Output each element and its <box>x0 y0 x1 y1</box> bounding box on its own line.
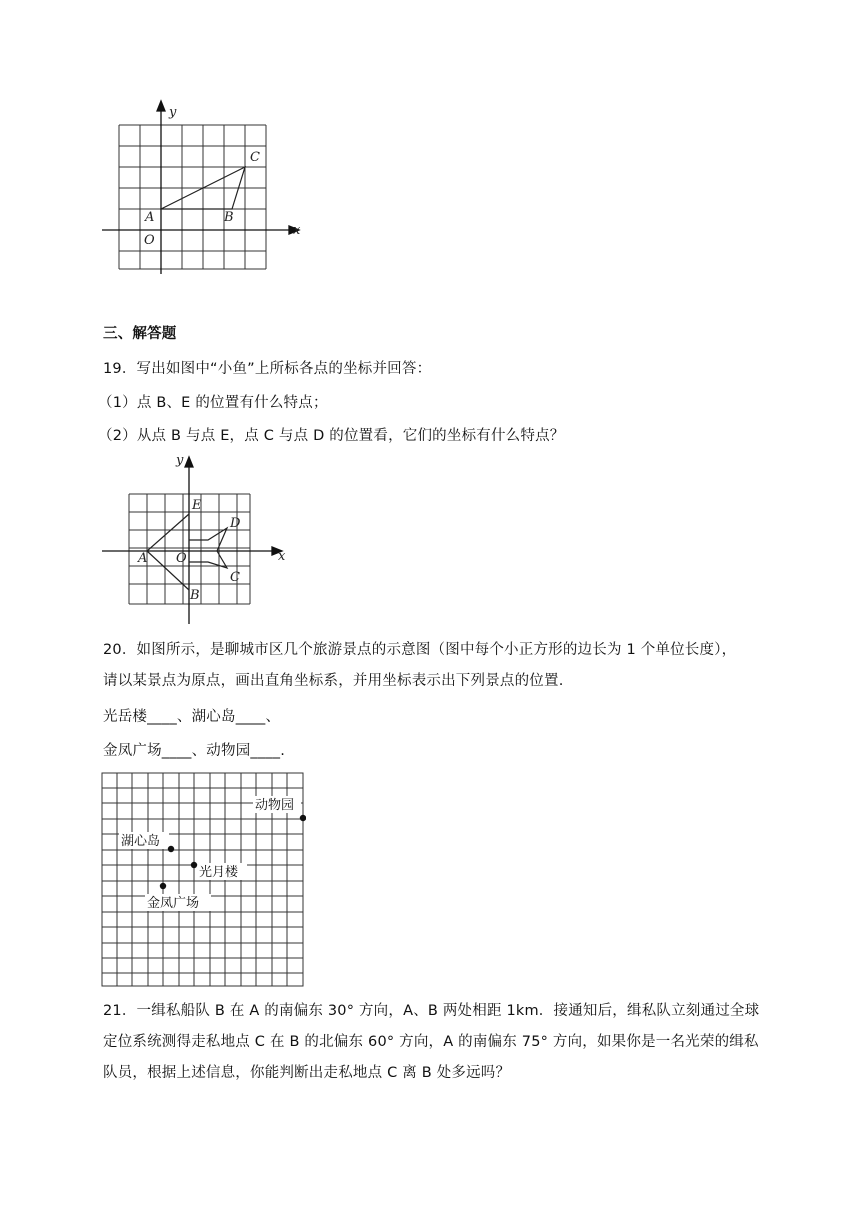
zoo-label: 动物园 <box>255 798 295 813</box>
y-axis-arrow <box>157 101 165 111</box>
map-grid-svg <box>100 771 306 989</box>
lake-island-point <box>168 846 174 852</box>
q20-answer-line1: 光岳楼____、湖心岛____、 <box>103 709 281 725</box>
square-point <box>160 883 166 889</box>
q19-part1: （1）点 B、E 的位置有什么特点； <box>98 395 328 411</box>
point-a-label: A <box>138 551 148 566</box>
q20-answer-line2: 金凤广场____、动物园____. <box>103 743 286 759</box>
figure-fish <box>100 452 300 630</box>
tower-point <box>191 862 197 868</box>
figure-scenic-map <box>100 771 306 989</box>
origin-label: O <box>176 551 187 566</box>
q19-part2: （2）从点 B 与点 E，点 C 与点 D 的位置看，它们的坐标有什么特点？ <box>98 428 565 444</box>
fish-grid-svg <box>100 452 300 630</box>
square-label: 金凤广场 <box>147 896 200 911</box>
x-axis-label: x <box>293 223 301 238</box>
point-e-label: E <box>192 498 202 513</box>
origin-label: O <box>144 233 155 248</box>
fish-shape <box>147 514 227 590</box>
figure-triangle-abc <box>100 98 310 280</box>
triangle-grid-svg <box>100 98 310 280</box>
zoo-point <box>300 815 306 821</box>
y-axis-arrow <box>185 457 193 467</box>
q21-text: 21．一缉私船队 B 在 A 的南偏东 30° 方向，A、B 两处相距 1km．接通知后，缉私队立刻通过全球定位系统测得走私地点 C 在 B 的北偏东 60° 方向，A 的南偏东 75° 方向，如果你是一名光荣的缉私队员，根据上述信息，你能判断出走私地点 C 离 B 处多远吗？ <box>103 1003 760 1081</box>
section-heading: 三、解答题 <box>103 326 177 342</box>
y-axis-label: y <box>169 105 177 120</box>
y-axis-label: y <box>176 453 184 468</box>
point-a-label: A <box>145 210 155 225</box>
x-axis-label: x <box>278 549 286 564</box>
point-b-label: B <box>224 210 234 225</box>
tower-label: 光月楼 <box>199 865 239 880</box>
q19-stem: 19．写出如图中“小鱼”上所标各点的坐标并回答： <box>103 361 432 377</box>
point-d-label: D <box>230 516 241 531</box>
q20-stem-line2: 请以某景点为原点，画出直角坐标系，并用坐标表示出下列景点的位置. <box>103 673 564 689</box>
q20-stem-line1: 20．如图所示，是聊城市区几个旅游景点的示意图（图中每个小正方形的边长为 1 个单位长度）， <box>103 642 737 658</box>
point-c-label: C <box>250 150 260 165</box>
point-c-label: C <box>230 570 240 585</box>
lake-island-label: 湖心岛 <box>121 834 161 849</box>
grid-lines <box>119 125 266 269</box>
point-b-label: B <box>190 588 200 603</box>
